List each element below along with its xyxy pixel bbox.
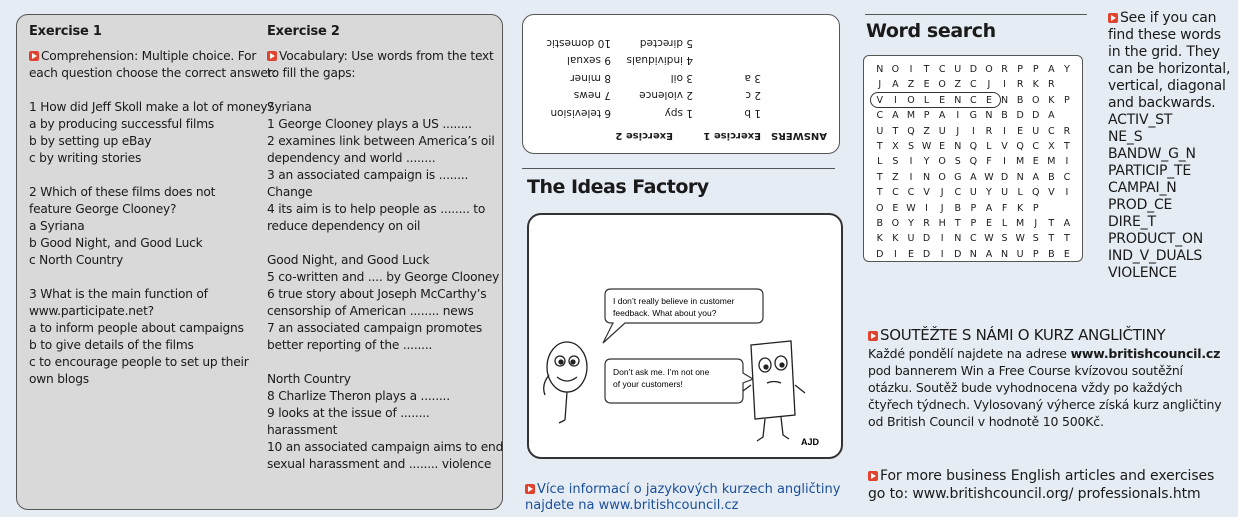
exercise1-line: b to give details of the films [29,338,194,352]
grid-letter: W [921,141,932,152]
grid-letter: T [876,171,883,183]
exercise2-line: Syriana [267,100,312,114]
exercise1-line [29,82,261,99]
exercise2-line [267,354,499,371]
exercise2-line [267,235,499,252]
grid-letter: I [1065,187,1069,199]
word-list-item: PRODUCT_ON [1108,231,1204,247]
grid-letter: Z [923,125,930,137]
grid-letter: Y [1064,64,1070,75]
grid-letter: N [876,64,884,75]
answer-item: 2 c [745,89,761,102]
exercise-1-title: Exercise 1 [29,24,102,39]
grid-letter: X [892,141,899,152]
word-search-grid [863,55,1083,262]
grid-letter: T [1064,141,1070,152]
answer-item: 1 b [744,107,761,119]
grid-row [872,216,1075,232]
grid-letter: Z [907,79,915,91]
grid-letter: V [876,94,884,106]
answers-ex2-list-a [627,34,693,122]
grid-letter: J [940,187,944,199]
answer-item: 1 spy [664,107,693,119]
word-list-item: DIRE_T [1108,214,1156,230]
grid-row [872,93,1075,109]
answers-ex2-list-b [546,34,611,122]
word-list-item: VIOLENCE [1108,265,1177,281]
grid-letter: I [956,110,960,122]
grid-letter: K [892,233,899,245]
grid-letter: L [986,141,992,152]
grid-letter: D [954,248,962,260]
grid-letter: D [876,248,884,260]
exercise2-line: 9 looks at the issue of ........ [267,406,430,420]
grid-letter: N [954,233,962,245]
answer-item: 7 news [573,89,611,102]
exercise2-line: Good Night, and Good Luck [267,253,430,267]
exercise1-line: feature George Clooney? [29,202,177,216]
grid-letter: I [909,156,913,168]
word-list-item: CAMPAI_N [1108,180,1177,196]
grid-letter: C [1032,141,1040,152]
exercise1-line: own blogs [29,372,89,386]
answer-item: 2 violence [639,89,693,102]
arrow-icon [29,51,39,61]
grid-letter: B [1016,94,1024,106]
grid-letter: S [1032,233,1039,245]
grid-letter: C [970,233,977,245]
grid-letter: W [906,202,916,214]
grid-row [872,139,1075,155]
grid-letter: M [906,110,916,122]
grid-letter: Q [969,141,978,152]
bubble-2-line-1: Don’t ask me. I’m not one [613,367,710,377]
exercise2-line: better reporting of the ........ [267,338,433,352]
grid-letter: O [876,202,884,214]
answer-item: 10 domestic [546,37,611,49]
grid-letter: I [925,202,928,214]
cartoon-signature: AJD [801,437,820,447]
competition-text: Každé pondělí najdete na adrese www.britishcouncil.cz pod bannerem Win a Free Course kvízovou soutěžní otázku. Soutěž bude vyhodnocena vždy po každých čtyřech týdnech. Vylosovaný výherce získá kurz angličtiny od British Council v hodnotě 10 500Kč. [868,346,1222,429]
grid-letter: S [1001,233,1008,245]
word-list-item: NE_S [1108,129,1143,145]
word-list-item: IND_V_DUALS [1108,248,1203,264]
grid-letter: U [969,187,977,199]
exercise1-line: 2 Which of these films does not [29,185,216,199]
exercises-panel [16,14,503,510]
grid-letter: E [1017,125,1024,137]
grid-letter: L [923,94,930,106]
grid-letter: C [938,64,946,75]
grid-letter: D [969,64,978,75]
grid-letter: I [940,248,944,260]
grid-letter: C [1063,171,1071,183]
grid-letter: U [938,125,946,137]
exercise-2-questions [267,82,504,473]
grid-letter: L [877,156,883,168]
grid-letter: R [1016,79,1024,91]
grid-letter: N [954,141,962,152]
grid-letter: I [909,64,913,75]
grid-letter: I [940,233,944,245]
grid-letter: D [922,248,931,260]
cartoon-drawing [529,215,841,457]
exercise1-line: c North Country [29,253,123,267]
grid-letter: I [1065,156,1069,168]
grid-letter: W [984,233,994,245]
grid-letter: C [1048,125,1055,137]
answer-item: 9 sexual [567,54,611,67]
grid-letter: C [970,79,977,91]
grid-letter: V [1001,141,1008,152]
exercise-2-instruction: Vocabulary: Use words from the text [267,48,499,65]
grid-letter: G [969,110,978,122]
grid-letter: P [1032,64,1039,75]
grid-letter: A [1032,171,1039,183]
grid-row [872,124,1075,140]
grid-letter: I [893,248,897,260]
arrow-icon [525,484,535,494]
word-list-item: BANDW_G_N [1108,146,1196,162]
grid-letter: A [892,79,899,91]
grid-row [872,77,1059,93]
grid-letter: L [1001,218,1008,229]
grid-letter: K [1048,94,1055,106]
word-search-title: Word search [866,20,996,42]
grid-row [872,108,1059,124]
bubble-1-line-2: feedback. What about you? [613,308,717,318]
grid-letter: I [1003,156,1006,168]
grid-letter: O [907,94,915,106]
grid-letter: J [940,202,944,214]
exercise2-line: reduce dependency on oil [267,219,421,233]
grid-letter: B [876,218,884,229]
divider [522,168,835,169]
exercise2-line: 8 Charlize Theron plays a ........ [267,389,450,403]
grid-row [872,62,1075,78]
exercise2-line: 1 George Clooney plays a US ........ [267,117,472,131]
grid-letter: M [1016,218,1025,229]
grid-letter: E [985,218,992,229]
grid-row [872,170,1075,186]
grid-letter: W [984,171,994,183]
grid-letter: F [986,156,992,168]
exercise1-line: a Syriana [29,219,85,233]
arrow-icon [1108,13,1118,23]
grid-letter: P [1017,64,1023,75]
grid-letter: D [1032,110,1040,122]
exercise-2 [267,23,504,473]
ideas-factory-title: The Ideas Factory [527,176,709,198]
grid-letter: A [892,110,899,122]
exercise2-line: Change [267,185,313,199]
grid-letter: U [1016,248,1024,260]
grid-letter: P [970,218,977,229]
grid-letter: Z [954,79,962,91]
grid-letter: P [970,202,977,214]
divider [865,14,1087,15]
cartoon-panel [518,207,856,469]
exercise-1-instruction: Comprehension: Multiple choice. For [29,48,261,65]
arrow-icon [868,471,878,481]
grid-letter: Q [1031,187,1040,199]
grid-letter: N [1016,171,1024,183]
grid-letter: I [1003,79,1006,91]
competition-title: SOUTĚŽTE S NÁMI O KURZ ANGLIČTINY [868,326,1165,344]
grid-letter: O [891,64,900,75]
grid-letter: O [985,64,993,75]
grid-letter: R [1063,125,1071,137]
grid-letter: J [878,79,882,91]
grid-letter: O [938,171,946,183]
answers-ex1-title: Exercise 1 [703,130,761,141]
grid-letter: E [907,248,914,260]
grid-letter: A [985,202,993,214]
grid-letter: E [1032,156,1039,168]
grid-letter: I [971,125,975,137]
grid-letter: E [892,202,899,214]
grid-letter: O [891,218,900,229]
grid-letter: C [907,187,915,199]
competition-url[interactable]: www.britishcouncil.cz [1070,346,1221,361]
grid-letter: A [1063,218,1071,229]
grid-letter: O [1031,94,1040,106]
exercise2-line: harassment [267,423,338,437]
grid-letter: E [939,94,946,106]
grid-letter: R [985,125,993,137]
exercise2-line: censorship of American ........ news [267,304,474,318]
exercise2-line: 2 examines link between America’s oil [267,134,495,148]
grid-letter: E [923,79,930,91]
grid-letter: I [1003,125,1006,137]
grid-letter: B [1001,110,1008,122]
grid-letter: P [1064,94,1070,106]
answer-item: 6 television [550,107,611,119]
exercise-1 [29,23,277,388]
word-list-item: PARTICIP_TE [1108,163,1192,179]
grid-letter: K [1017,202,1024,214]
grid-letter: Y [923,156,930,168]
grid-letter: K [1032,79,1039,91]
grid-letter: T [892,125,899,137]
word-list-item: PROD_CE [1108,197,1173,213]
grid-letter: J [1034,218,1038,229]
grid-letter: V [1048,187,1055,199]
grid-letter: E [985,94,992,106]
grid-letter: J [956,125,960,137]
grid-letter: N [923,171,931,183]
grid-letter: N [1000,248,1009,260]
round-character [544,342,587,423]
grid-letter: T [876,187,883,199]
grid-letter: B [1048,171,1055,183]
answers-box [522,14,840,154]
grid-letter: O [938,79,946,91]
grid-letter: D [1000,171,1009,183]
answers-ex2-title: Exercise 2 [615,130,673,141]
exercise2-line: 3 an associated campaign is ........ [267,168,469,182]
grid-letter: Y [986,187,992,199]
grid-letter: M [1047,156,1056,168]
answer-item: 4 individuals [626,54,693,67]
grid-letter: H [938,218,946,229]
grid-letter: C [892,187,899,199]
grid-letter: U [907,233,915,245]
grid-letter: U [1032,125,1040,137]
grid-letter: Q [907,125,915,137]
grid-letter: Z [892,171,899,183]
grid-letter: N [1000,94,1009,106]
grid-letter: J [987,79,991,91]
grid-letter: S [954,156,961,168]
grid-letter: L [1017,187,1023,199]
exercise1-line: a by producing successful films [29,117,215,131]
grid-letter: C [876,110,884,122]
box-character [743,341,805,441]
grid-letter: K [876,233,883,245]
grid-letter: M [1016,156,1025,168]
bubble-2-line-2: of your customers! [613,379,683,389]
exercise2-line [267,82,499,99]
grid-letter: X [1048,141,1055,152]
grid-row [872,201,1044,217]
exercise2-line: 5 co-written and .... by George Clooney [267,270,500,284]
grid-row [872,247,1075,263]
grid-letter: A [1048,110,1055,122]
answer-item: 3 oil [670,72,693,84]
word-list-item: ACTIV_ST [1108,112,1173,128]
exercise2-line: 4 its aim is to help people as ........ to [267,202,486,216]
answer-item: 5 directed [639,37,693,49]
grid-letter: D [1016,110,1024,122]
exercise1-line: c to encourage people to set up their [29,355,249,369]
grid-letter: P [1032,202,1039,214]
grid-letter: A [938,110,946,122]
grid-letter: A [985,248,993,260]
cartoon [527,213,843,459]
exercise2-line: 6 true story about Joseph McCarthy’s [267,287,487,301]
grid-letter: B [954,202,962,214]
grid-letter: A [970,171,977,183]
exercise1-line: 1 How did Jeff Skoll make a lot of money? [29,100,274,114]
grid-letter: T [1048,233,1055,245]
grid-row [872,154,1075,170]
more-business-link[interactable]: For more business English articles and exercises go to: www.britishcouncil.org/ professionals.htm [868,468,1215,502]
grid-letter: R [1048,79,1055,91]
grid-letter: D [922,233,931,245]
exercise-1-questions [29,82,274,388]
exercise2-line: dependency and world ........ [267,151,436,165]
answer-item: 8 miner [570,72,611,84]
exercise-2-instruction: to fill the gaps: [267,66,356,80]
grid-letter: U [954,64,962,75]
grid-letter: W [1015,233,1025,245]
exercise2-line: 7 an associated campaign promotes [267,321,483,335]
grid-letter: N [969,248,977,260]
exercise1-line [29,167,261,184]
grid-letter: V [923,187,930,199]
exercise1-line: 3 What is the main function of [29,287,208,301]
answers-label: ANSWERS [770,130,827,141]
exercise1-line: c by writing stories [29,151,142,165]
grid-letter: R [923,218,930,229]
grid-letter: G [954,171,962,183]
more-info-link[interactable]: Více informací o jazykových kurzech angličtiny najdete na www.britishcouncil.cz [525,482,841,513]
grid-letter: I [909,171,913,183]
arrow-icon [868,331,878,341]
exercise1-line [29,269,261,286]
grid-letter: O [938,156,946,168]
exercise2-line: 10 an associated campaign aims to end [267,440,504,454]
exercise-1-instruction: each question choose the correct answer: [29,66,277,80]
exercise2-line: sexual harassment and ........ violence [267,457,492,471]
grid-letter: T [1048,218,1055,229]
grid-row [872,231,1075,247]
exercise1-line: a to inform people about campaigns [29,321,244,335]
grid-letter: Q [1016,141,1024,152]
grid-letter: P [923,110,930,122]
grid-letter: T [954,218,961,229]
grid-letter: S [907,141,914,152]
grid-letter: N [954,94,962,106]
grid-letter: T [876,141,883,152]
grid-letter: E [939,141,946,152]
arrow-icon [267,51,277,61]
exercise1-line: b by setting up eBay [29,134,152,148]
grid-row [872,185,1075,201]
exercise2-line: North Country [267,372,351,386]
grid-letter: A [1048,64,1055,75]
grid-letter: C [970,94,977,106]
grid-letter: R [1001,64,1008,75]
grid-letter: N [985,110,993,122]
bubble-1-line-1: I don’t really believe in customer [613,296,735,306]
answers-ex1-list [744,69,761,122]
grid-letter: U [1001,187,1009,199]
exercise-2-title: Exercise 2 [267,24,340,39]
word-search-instructions: See if you can find these words in the grid. They can be horizontal, vertical, diagonal and backwards. ACTIV_ST NE_S BANDW_G_N PARTICIP_TE CAMPAI_N PROD_CE DIRE_T PRODUCT_ON IND_V_DUALS VIOLENCE [1108,10,1236,282]
grid-letter: T [923,64,930,75]
exercise1-line: www.participate.net? [29,304,154,318]
word-list [1108,112,1236,282]
grid-letter: S [892,156,899,168]
grid-letter: F [1001,202,1008,214]
answer-item: 3 a [744,72,761,84]
grid-letter: I [893,94,897,106]
grid-letter: T [1064,233,1070,245]
grid-letter: U [876,125,884,137]
grid-letter: P [1032,248,1039,260]
exercise1-line: b Good Night, and Good Luck [29,236,203,250]
grid-letter: E [1063,248,1070,260]
grid-letter: Q [969,156,978,168]
grid-letter: Y [908,218,914,229]
grid-letter: B [1048,248,1055,260]
grid-letter: C [954,187,962,199]
